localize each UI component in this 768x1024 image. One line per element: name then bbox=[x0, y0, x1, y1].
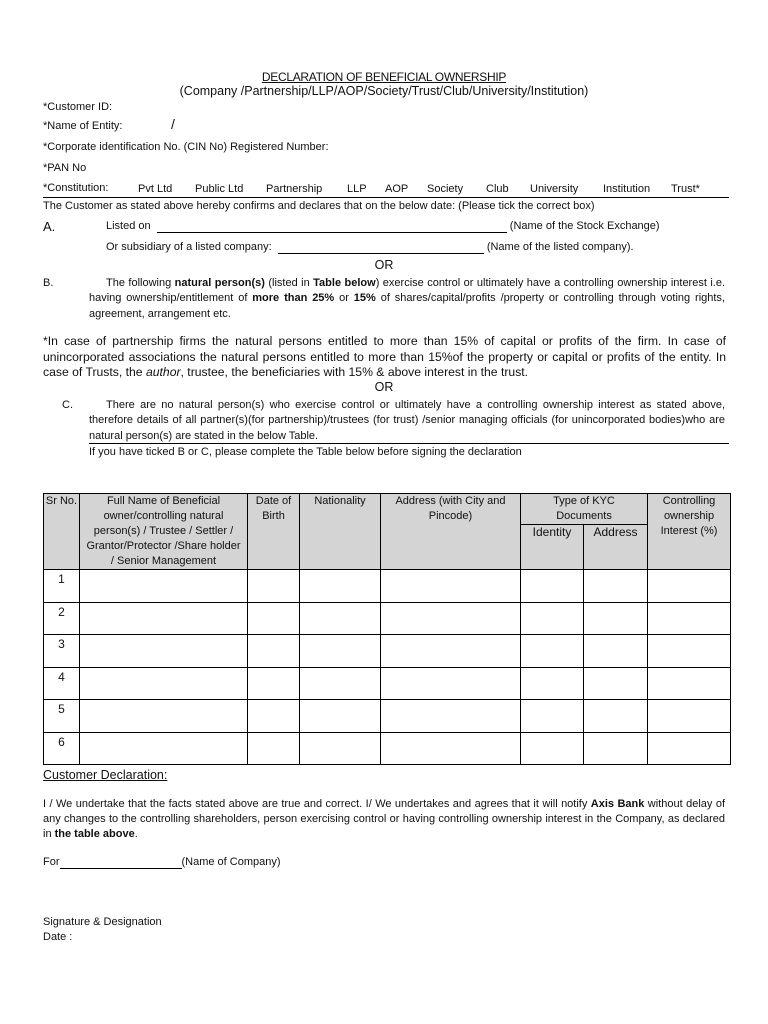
cell-nationality[interactable] bbox=[300, 732, 381, 765]
table-row bbox=[44, 667, 731, 700]
cell-address[interactable] bbox=[381, 732, 521, 765]
table-row bbox=[44, 700, 731, 733]
or-separator-2: OR bbox=[374, 380, 394, 394]
ticked-note: If you have ticked B or C, please complete the Table below before signing the declaration bbox=[89, 446, 522, 458]
cell-name[interactable] bbox=[80, 602, 248, 635]
cell-dob[interactable] bbox=[248, 667, 300, 700]
constitution-option-club[interactable]: Club bbox=[486, 183, 509, 195]
cell-interest[interactable] bbox=[648, 700, 731, 733]
cell-nationality[interactable] bbox=[300, 700, 381, 733]
cell-nationality[interactable] bbox=[300, 667, 381, 700]
page-title: DECLARATION OF BENEFICIAL OWNERSHIP bbox=[261, 70, 507, 84]
constitution-option-society[interactable]: Society bbox=[427, 183, 464, 195]
cell-identity[interactable] bbox=[521, 570, 584, 603]
row-number: 3 bbox=[44, 635, 80, 668]
cell-identity[interactable] bbox=[521, 602, 584, 635]
table-row bbox=[44, 570, 731, 603]
partnership-note: *In case of partnership firms the natural persons entitled to more than 15% of capital or profits of the firm. In case of unincorporated associations the natural persons entitled to more than 15%of the property or capital or profits of the entity. In case of Trusts, the author, trustee, the beneficiaries with 15% & above interest in the trust. bbox=[43, 334, 726, 379]
cell-name[interactable] bbox=[80, 732, 248, 765]
header-nationality: Nationality bbox=[300, 494, 381, 570]
cell-identity[interactable] bbox=[521, 667, 584, 700]
cell-address[interactable] bbox=[381, 570, 521, 603]
cell-address[interactable] bbox=[381, 667, 521, 700]
cell-kyc-address[interactable] bbox=[584, 602, 648, 635]
pan-label: *PAN No bbox=[43, 162, 87, 174]
cell-address[interactable] bbox=[381, 700, 521, 733]
for-company-row bbox=[43, 856, 281, 869]
constitution-option-aop[interactable]: AOP bbox=[385, 183, 409, 195]
signature-label: Signature & Designation bbox=[43, 916, 162, 928]
listed-on-label: Listed on bbox=[106, 220, 151, 232]
name-of-company-hint: (Name of Company) bbox=[181, 856, 281, 868]
name-of-entity-value: / bbox=[171, 116, 175, 132]
constitution-option-pvt-ltd[interactable]: Pvt Ltd bbox=[138, 183, 173, 195]
header-kyc-documents: Type of KYC Documents bbox=[521, 494, 648, 525]
cin-label: *Corporate identification No. (CIN No) Registered Number: bbox=[43, 141, 329, 153]
cell-dob[interactable] bbox=[248, 700, 300, 733]
cell-address[interactable] bbox=[381, 602, 521, 635]
cell-nationality[interactable] bbox=[300, 602, 381, 635]
constitution-option-trust[interactable]: Trust* bbox=[671, 183, 700, 195]
header-address: Address (with City and Pincode) bbox=[381, 494, 521, 570]
for-label: For bbox=[43, 856, 60, 868]
cell-name[interactable] bbox=[80, 570, 248, 603]
cell-interest[interactable] bbox=[648, 570, 731, 603]
constitution-option-institution[interactable]: Institution bbox=[603, 183, 651, 195]
table-row bbox=[44, 635, 731, 668]
constitution-option-public-ltd[interactable]: Public Ltd bbox=[195, 183, 244, 195]
or-separator-1: OR bbox=[374, 258, 394, 272]
constitution-option-llp[interactable]: LLP bbox=[347, 183, 367, 195]
row-number: 4 bbox=[44, 667, 80, 700]
constitution-label: *Constitution: bbox=[43, 182, 109, 194]
cell-kyc-address[interactable] bbox=[584, 667, 648, 700]
divider bbox=[43, 197, 729, 198]
cell-interest[interactable] bbox=[648, 667, 731, 700]
option-c-text: There are no natural person(s) who exercise control or ultimately have a controlling ownership interest as stated above, therefore details of all partner(s)(for partnership)/trustees (for trust) /senior managing officials (for unincorporated bodies)who are natural person(s) are stated in the below Table. bbox=[89, 399, 725, 442]
row-number: 6 bbox=[44, 732, 80, 765]
stock-exchange-input[interactable] bbox=[157, 220, 507, 233]
cell-identity[interactable] bbox=[521, 700, 584, 733]
cell-interest[interactable] bbox=[648, 602, 731, 635]
cell-address[interactable] bbox=[381, 635, 521, 668]
page-subtitle: (Company /Partnership/LLP/AOP/Society/Trust/Club/University/Institution) bbox=[179, 84, 589, 98]
stock-exchange-hint: (Name of the Stock Exchange) bbox=[509, 220, 660, 232]
option-c-marker[interactable]: C. bbox=[62, 399, 73, 411]
option-a-subsidiary-row bbox=[106, 241, 634, 254]
confirm-text: The Customer as stated above hereby confirms and declares that on the below date: (Please tick the correct box) bbox=[43, 200, 595, 212]
listed-company-hint: (Name of the listed company). bbox=[486, 241, 634, 253]
table-row bbox=[44, 602, 731, 635]
cell-dob[interactable] bbox=[248, 570, 300, 603]
cell-name[interactable] bbox=[80, 667, 248, 700]
option-b-marker[interactable]: B. bbox=[43, 277, 54, 289]
cell-kyc-address[interactable] bbox=[584, 700, 648, 733]
header-full-name: Full Name of Beneficial owner/controlling natural person(s) / Trustee / Settler / Grantor/Protector /Share holder / Senior Management bbox=[80, 494, 248, 570]
divider bbox=[89, 443, 729, 444]
cell-identity[interactable] bbox=[521, 732, 584, 765]
header-date-of-birth: Date of Birth bbox=[248, 494, 300, 570]
header-kyc-address: Address bbox=[584, 525, 648, 570]
cell-dob[interactable] bbox=[248, 635, 300, 668]
cell-interest[interactable] bbox=[648, 635, 731, 668]
constitution-option-partnership[interactable]: Partnership bbox=[266, 183, 323, 195]
cell-kyc-address[interactable] bbox=[584, 570, 648, 603]
customer-id-label: *Customer ID: bbox=[43, 101, 113, 113]
company-name-input[interactable] bbox=[60, 856, 182, 869]
beneficial-owner-table bbox=[43, 493, 731, 765]
constitution-option-university[interactable]: University bbox=[530, 183, 579, 195]
cell-nationality[interactable] bbox=[300, 635, 381, 668]
header-controlling-interest: Controlling ownership Interest (%) bbox=[648, 494, 731, 570]
customer-declaration-heading: Customer Declaration: bbox=[43, 768, 168, 782]
cell-dob[interactable] bbox=[248, 732, 300, 765]
subsidiary-label: Or subsidiary of a listed company: bbox=[106, 241, 272, 253]
declaration-text: I / We undertake that the facts stated above are true and correct. I/ We undertakes and agrees that it will notify Axis Bank without delay of any changes to the controlling shareholders, person exercising control or having controlling ownership interest in the Company, as declared in the table above. bbox=[43, 798, 725, 840]
table-row bbox=[44, 732, 731, 765]
option-a-listed-row bbox=[106, 220, 660, 233]
cell-nationality[interactable] bbox=[300, 570, 381, 603]
option-b-text: The following natural person(s) (listed in Table below) exercise control or ultimately have a controlling ownership interest i.e. having ownership/entitlement of more than 25% or 15% of shares/capital/profits /property or controlling through voting rights, agreement, arrangement etc. bbox=[89, 277, 726, 320]
option-a-marker[interactable]: A. bbox=[43, 219, 56, 234]
row-number: 2 bbox=[44, 602, 80, 635]
name-of-entity-label: *Name of Entity: bbox=[43, 120, 123, 132]
cell-name[interactable] bbox=[80, 700, 248, 733]
header-kyc-identity: Identity bbox=[521, 525, 584, 570]
listed-company-input[interactable] bbox=[278, 241, 484, 254]
cell-interest[interactable] bbox=[648, 732, 731, 765]
row-number: 1 bbox=[44, 570, 80, 603]
row-number: 5 bbox=[44, 700, 80, 733]
cell-kyc-address[interactable] bbox=[584, 635, 648, 668]
cell-identity[interactable] bbox=[521, 635, 584, 668]
header-sr-no: Sr No. bbox=[44, 494, 80, 570]
date-label: Date : bbox=[43, 931, 73, 943]
cell-kyc-address[interactable] bbox=[584, 732, 648, 765]
cell-dob[interactable] bbox=[248, 602, 300, 635]
cell-name[interactable] bbox=[80, 635, 248, 668]
